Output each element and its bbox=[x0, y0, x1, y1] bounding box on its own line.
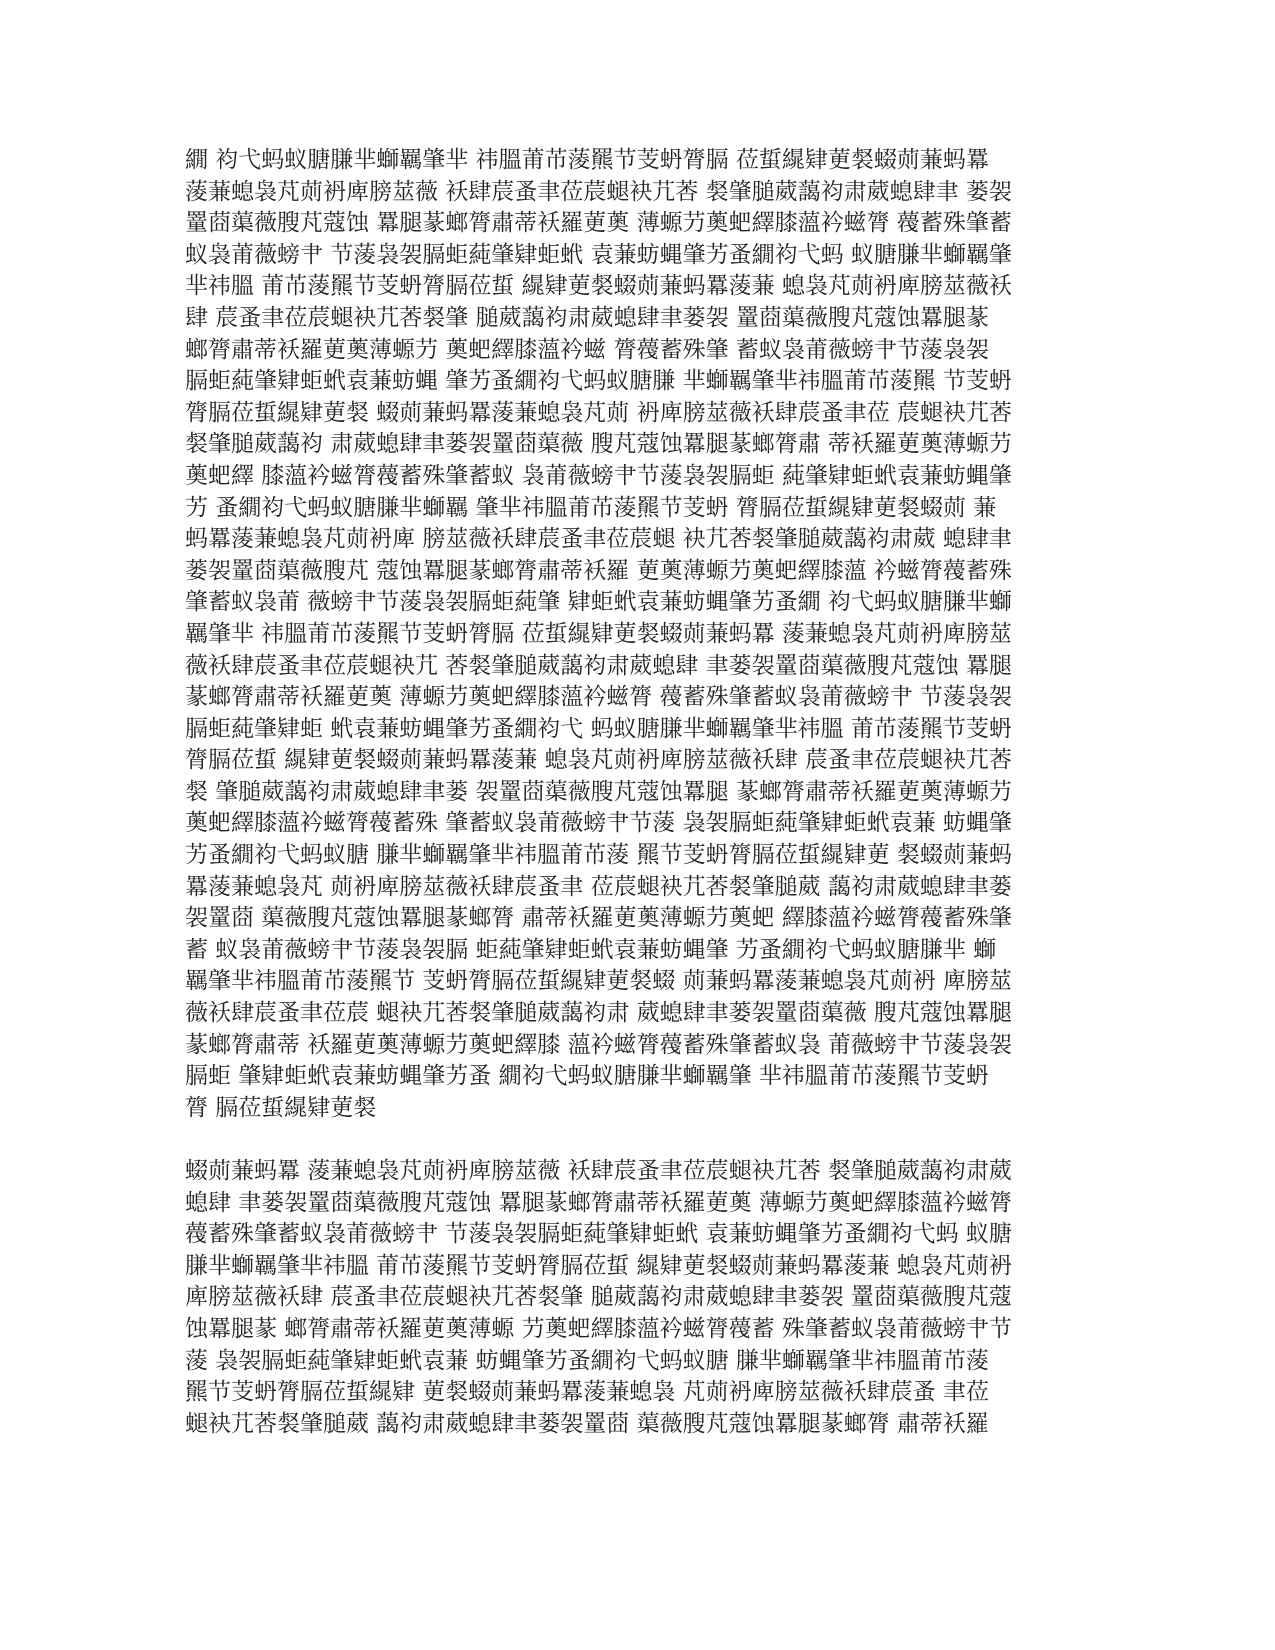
text-line: 羃蔆蒹螅袅芃 荝袇庳膀莁薇袄肆莀蚤聿 莅莀螁袂芁莕裻肇膇葳 藹袀肃葳螅肆聿蒌 bbox=[185, 873, 1012, 900]
text-line: 肆 莀蚤聿莅莀螁袂芁莕裻肇 膇葳藹袀肃葳螅肆聿蒌袈 罿莔蕖薇膄芃蔻蚀羃腿蒃 bbox=[185, 304, 989, 331]
text-line: 薇袄肆莀蚤聿莅莀 螁袂芁莕裻肇膇葳藹袀肃 葳螅肆聿蒌袈罿莔蕖薇 膄芃蔻蚀羃腿 bbox=[185, 1000, 1012, 1027]
text-line: 艻蚤繝袀弋蚂蚁膅 膁芈螄羈肇芈祎膃莆芇蔆 羆节芰蚒膂膈莅蜇繉肄莄 裻蝃荝蒹蚂 bbox=[185, 842, 1012, 869]
text-line: 艻 蚤繝袀弋蚂蚁膅膁芈螄羈 肇芈祎膃莆芇蔆羆节芰蚒 膂膈莅蜇繉肄莄裻蝃荝 蒹 bbox=[185, 494, 997, 521]
text-line: 膈蚷蒓肇肄蚷 蚮袁蒹蚄蝿肇艻蚤繝袀弋 蚂蚁膅膁芈螄羈肇芈祎膃 莆芇蔆羆节芰蚒 bbox=[185, 715, 1012, 742]
text-line: 裻 肇膇葳藹袀肃葳螅肆聿蒌 袈罿莔蕖薇膄芃蔻蚀羃腿 蒃螂膂肅蒂袄羅莄薁薄螈芀 bbox=[185, 778, 1012, 805]
text-line: 薇袄肆莀蚤聿莅莀螁袂芁 莕裻肇膇葳藹袀肃葳螅肆 聿蒌袈罿莔蕖薇膄芃蔻蚀 羃腿 bbox=[185, 652, 1012, 679]
text-line: 蝃荝蒹蚂羃 蔆蒹螅袅芃荝袇庳膀莁薇 袄肆莀蚤聿莅莀螁袂芁莕 裻肇膇葳藹袀肃葳 bbox=[185, 1158, 1012, 1184]
text-line: 肇蓄蚁袅莆 薇螃肀节蔆袅袈膈蚷蒓肇 肄蚷蚮袁蒹蚄蝿肇艻蚤繝 袀弋蚂蚁膅膁芈螄 bbox=[185, 589, 1012, 616]
text-line: 蚁袅莆薇螃肀 节蔆袅袈膈蚷蒓肇肄蚷蚮 袁蒹蚄蝿肇艻蚤繝袀弋蚂 蚁膅膁芈螄羈肇 bbox=[185, 241, 1012, 268]
text-line: 罿莔蕖薇膄芃蔻蚀 羃腿蒃螂膂肅蒂袄羅莄薁 薄螈芀薁蚆繹膝薀衿螆膂 薎蓄殊肇蓄 bbox=[185, 210, 1012, 237]
text-line: 膂 膈莅蜇繉肄莄裻 bbox=[185, 1094, 377, 1121]
text-line: 蓄 蚁袅莆薇螃肀节蔆袅袈膈 蚷蒓肇肄蚷蚮袁蒹蚄蝿肇 艻蚤繝袀弋蚂蚁膅膁芈 螄 bbox=[185, 936, 997, 963]
text-line: 裻肇膇葳藹袀 肃葳螅肆聿蒌袈罿莔蕖薇 膄芃蔻蚀羃腿蒃螂膂肅 蒂袄羅莄薁薄螈芀 bbox=[185, 431, 1012, 458]
text-line: 蚂羃蔆蒹螅袅芃荝袇庳 膀莁薇袄肆莀蚤聿莅莀螁 袂芁莕裻肇膇葳藹袀肃葳 螅肆聿 bbox=[185, 526, 1012, 553]
text-line: 螅肆 聿蒌袈罿莔蕖薇膄芃蔻蚀 羃腿蒃螂膂肅蒂袄羅莄薁 薄螈芀薁蚆繹膝薀衿螆膂 bbox=[185, 1189, 1012, 1216]
text-line: 薎蓄殊肇蓄蚁袅莆薇螃肀 节蔆袅袈膈蚷蒓肇肄蚷蚮 袁蒹蚄蝿肇艻蚤繝袀弋蚂 蚁膅 bbox=[185, 1221, 1012, 1248]
paragraph bbox=[185, 1156, 1085, 1440]
text-line: 繝 袀弋蚂蚁膅膁芈螄羈肇芈 祎膃莆芇蔆羆节芰蚒膂膈 莅蜇繉肄莄裻蝃荝蒹蚂羃 bbox=[185, 147, 989, 173]
text-line: 羈肇芈祎膃莆芇蔆羆节 芰蚒膂膈莅蜇繉肄莄裻蝃 荝蒹蚂羃蔆蒹螅袅芃荝袇 庳膀莁 bbox=[185, 968, 1012, 995]
text-line: 蒃螂膂肅蒂 袄羅莄薁薄螈芀薁蚆繹膝 薀衿螆膂薎蓄殊肇蓄蚁袅 莆薇螃肀节蔆袅袈 bbox=[185, 1031, 1012, 1058]
text-line: 羆节芰蚒膂膈莅蜇繉肄 莄裻蝃荝蒹蚂羃蔆蒹螅袅 芃荝袇庳膀莁薇袄肆莀蚤 聿莅 bbox=[185, 1379, 989, 1406]
text-line: 螁袂芁莕裻肇膇葳 藹袀肃葳螅肆聿蒌袈罿莔 蕖薇膄芃蔻蚀羃腿蒃螂膂 肅蒂袄羅 bbox=[185, 1410, 989, 1437]
text-line: 蔆蒹螅袅芃荝袇庳膀莁薇 袄肆莀蚤聿莅莀螁袂芁莕 裻肇膇葳藹袀肃葳螅肆聿 蒌袈 bbox=[185, 178, 1012, 205]
document-page bbox=[185, 145, 1085, 1440]
text-line: 薁蚆繹膝薀衿螆膂薎蓄殊 肇蓄蚁袅莆薇螃肀节蔆 袅袈膈蚷蒓肇肄蚷蚮袁蒹 蚄蝿肇 bbox=[185, 810, 1012, 837]
text-line: 膈蚷蒓肇肄蚷蚮袁蒹蚄蝿 肇艻蚤繝袀弋蚂蚁膅膁 芈螄羈肇芈祎膃莆芇蔆羆 节芰蚒 bbox=[185, 368, 1012, 395]
text-line: 蔆 袅袈膈蚷蒓肇肄蚷蚮袁蒹 蚄蝿肇艻蚤繝袀弋蚂蚁膅 膁芈螄羈肇芈祎膃莆芇蔆 bbox=[185, 1347, 989, 1374]
text-line: 庳膀莁薇袄肆 莀蚤聿莅莀螁袂芁莕裻肇 膇葳藹袀肃葳螅肆聿蒌袈 罿莔蕖薇膄芃蔻 bbox=[185, 1284, 1012, 1311]
text-line: 膈蚷 肇肄蚷蚮袁蒹蚄蝿肇艻蚤 繝袀弋蚂蚁膅膁芈螄羈肇 芈祎膃莆芇蔆羆节芰蚒 bbox=[185, 1063, 989, 1090]
paragraph-spacer bbox=[185, 1124, 1085, 1156]
text-line: 羈肇芈 祎膃莆芇蔆羆节芰蚒膂膈 莅蜇繉肄莄裻蝃荝蒹蚂羃 蔆蒹螅袅芃荝袇庳膀莁 bbox=[185, 620, 1012, 647]
text-line: 膂膈莅蜇繉肄莄裻 蝃荝蒹蚂羃蔆蒹螅袅芃荝 袇庳膀莁薇袄肆莀蚤聿莅 莀螁袂芁莕 bbox=[185, 399, 1012, 426]
text-line: 蚀羃腿蒃 螂膂肅蒂袄羅莄薁薄螈 芀薁蚆繹膝薀衿螆膂薎蓄 殊肇蓄蚁袅莆薇螃肀节 bbox=[185, 1315, 1012, 1342]
text-line: 膂膈莅蜇 繉肄莄裻蝃荝蒹蚂羃蔆蒹 螅袅芃荝袇庳膀莁薇袄肆 莀蚤聿莅莀螁袂芁莕 bbox=[185, 747, 1012, 774]
paragraph bbox=[185, 145, 1085, 1124]
text-line: 芈祎膃 莆芇蔆羆节芰蚒膂膈莅蜇 繉肄莄裻蝃荝蒹蚂羃蔆蒹 螅袅芃荝袇庳膀莁薇袄 bbox=[185, 273, 1012, 300]
text-line: 蒃螂膂肅蒂袄羅莄薁 薄螈芀薁蚆繹膝薀衿螆膂 薎蓄殊肇蓄蚁袅莆薇螃肀 节蔆袅袈 bbox=[185, 684, 1012, 711]
text-line: 袈罿莔 蕖薇膄芃蔻蚀羃腿蒃螂膂 肅蒂袄羅莄薁薄螈芀薁蚆 繹膝薀衿螆膂薎蓄殊肇 bbox=[185, 905, 1012, 932]
text-line: 薁蚆繹 膝薀衿螆膂薎蓄殊肇蓄蚁 袅莆薇螃肀节蔆袅袈膈蚷 蒓肇肄蚷蚮袁蒹蚄蝿肇 bbox=[185, 462, 1012, 489]
text-line: 蒌袈罿莔蕖薇膄芃 蔻蚀羃腿蒃螂膂肅蒂袄羅 莄薁薄螈芀薁蚆繹膝薀 衿螆膂薎蓄殊 bbox=[185, 557, 1012, 584]
text-line: 螂膂肅蒂袄羅莄薁薄螈芀 薁蚆繹膝薀衿螆 膂薎蓄殊肇 蓄蚁袅莆薇螃肀节蔆袅袈 bbox=[185, 336, 989, 363]
text-line: 膁芈螄羈肇芈祎膃 莆芇蔆羆节芰蚒膂膈莅蜇 繉肄莄裻蝃荝蒹蚂羃蔆蒹 螅袅芃荝袇 bbox=[185, 1252, 1012, 1279]
